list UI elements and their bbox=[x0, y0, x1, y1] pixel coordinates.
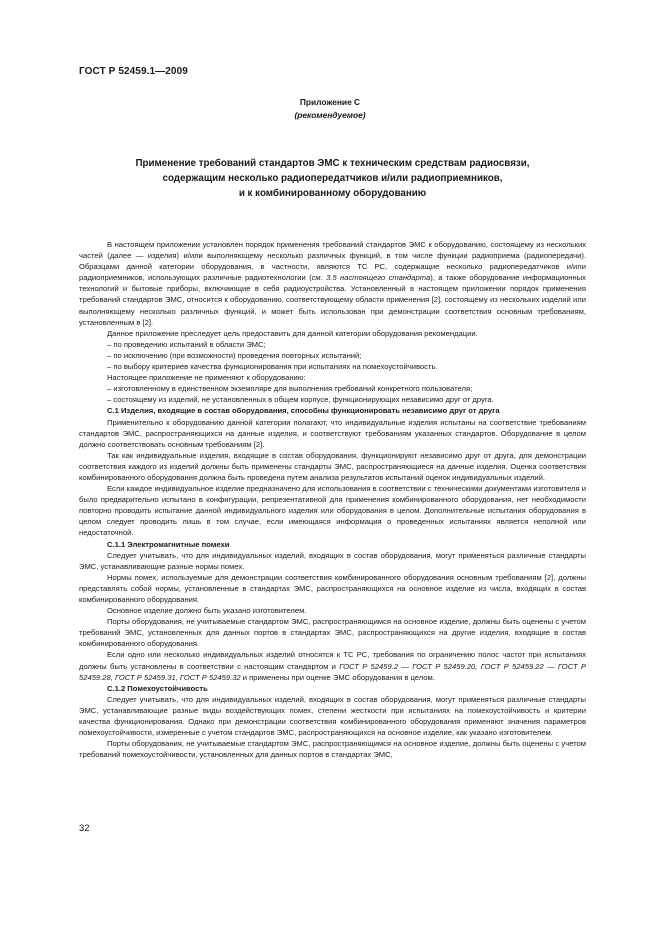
cross-reference: см. 3.5 настоящего стандарта bbox=[311, 273, 431, 283]
subsection-heading: С.1.1 Электромагнитные помехи bbox=[107, 539, 230, 549]
title-line: содержащим несколько радиопередатчиков и/или радиоприемников, bbox=[162, 173, 503, 184]
paragraph: Основное изделие должно быть указано изготовителем. bbox=[107, 606, 307, 616]
paragraph: Следует учитывать, что для индивидуальных изделий, входящих в состав оборудования, могут применяться различные стандарты ЭМС, устанавливающие разные нормы помех. bbox=[79, 550, 586, 571]
title-line: и к комбинированному оборудованию bbox=[238, 188, 427, 199]
appendix-title bbox=[79, 156, 586, 201]
paragraph-text: ), а также оборудование информационных технологий и бытовые приборы, включающие в себя радиоустройства. Установленный в настоящем приложении порядок применения требований стандартов ЭМС, относится к оборудованию, соответствующему области применения [2], состоящему из нескольких изделий или выполняющему несколько различных функций, и может быть использован при демонстрации соответствия основным требованиям, установленным в [2]. bbox=[79, 273, 586, 327]
subsection-heading: С.1.2 Помехоустойчивость bbox=[107, 683, 208, 693]
appendix-status: (рекомендуемое) bbox=[294, 110, 366, 120]
list-item: – изготовленному в единственном экземпляре для выполнения требований конкретного пользователя; bbox=[107, 384, 473, 394]
paragraph: Порты оборудования, не учитываемые стандартом ЭМС, распространяющимся на основное изделие, должны быть оценены с учетом требований помехоустойчивости, установленных для данных портов в стандартах ЭМС, bbox=[79, 739, 586, 760]
paragraph: Настоящее приложение не применяют к оборудованию: bbox=[107, 373, 306, 383]
standards-reference: ГОСТ Р 52459.2 — ГОСТ Р 52459.20, ГОСТ Р 52459.22 — ГОСТ Р 52459.28, ГОСТ Р 52459.31, ГОСТ Р 52459.32 bbox=[79, 661, 586, 682]
appendix-label: Приложение С bbox=[299, 97, 361, 107]
paragraph: Применительно к оборудованию данной категории полагают, что индивидуальные изделия испытаны на соответствие требованиям стандартов ЭМС, распространяющихся на данные изделия, и соответствуют требованиям указанных стандартов. Оборудование в целом должно соответствовать основным требованиям [2]. bbox=[79, 417, 586, 449]
list-item: – по исключению (при возможности) проведения повторных испытаний; bbox=[107, 350, 362, 360]
appendix-heading bbox=[230, 96, 430, 122]
paragraph-text: В настоящем приложении установлен порядок применения требований стандартов ЭМС к оборудованию, состоящему из нескольких частей (далее — изделия) и/или выполняющему несколько различных функций, в том числе функции радиоприема (радиопередачи). Образцами данной категории оборудования, в частности, являются ТС РС, содержащие несколько радиопередатчиков и/или радиоприемников, использующих различные радиотехнологии ( bbox=[79, 240, 586, 283]
paragraph bbox=[79, 649, 586, 682]
section-heading: С.1 Изделия, входящие в состав оборудования, способны функционировать независимо друг от друга bbox=[107, 406, 500, 416]
list-item: – состоящему из изделий, не установленных в общем корпусе, функционирующих независимо друг от друга. bbox=[107, 395, 494, 405]
paragraph bbox=[79, 239, 586, 328]
list-item: – по выбору критериев качества функционирования при испытаниях на помехоустойчивость. bbox=[107, 362, 438, 372]
paragraph: Если каждое индивидуальное изделие предназначено для использования в соответствии с техническими документами изготовителя и было предварительно испытано в конфигурации, репрезентативной для применения комбинированного оборудования, нет необходимости повторно проводить испытание данной индивидуального изделия или оборудования в целом. Дополнительные испытания оборудования в целом следует проводить лишь в том случае, если имеющаяся информация о проведенных испытаниях является неполной или недостаточной. bbox=[79, 484, 586, 538]
paragraph: Так как индивидуальные изделия, входящие в состав оборудования, функционируют независимо друг от друга, для демонстрации соответствия каждого из изделий должны быть применены стандарты ЭМС, распространяющиеся на данные изделия. Оценка соответствия комбинированного оборудования должна быть проведена путем анализа результатов испытаний оценок индивидуальных изделий. bbox=[79, 450, 586, 482]
list-item: – по проведению испытаний в области ЭМС; bbox=[107, 339, 266, 349]
paragraph-text: и применены при оценке ЭМС оборудования в целом. bbox=[240, 672, 435, 682]
title-line: Применение требований стандартов ЭМС к техническим средствам радиосвязи, bbox=[135, 158, 530, 169]
paragraph-text: Если одно или несколько индивидуальных изделий относятся к ТС РС, требования по ограничению полос частот при испытаниях должны быть установлены в соответствии с настоящим стандартом и bbox=[79, 650, 586, 671]
paragraph: Порты оборудования, не учитываемые стандартом ЭМС, распространяющимся на основное изделие, должны быть оценены с учетом требований ЭМС, установленных для данных портов в стандартах ЭМС, распространяющихся на другие изделия, входящие в состав комбинированного оборудования. bbox=[79, 617, 586, 649]
paragraph: Нормы помех, используемые для демонстрации соответствия комбинированного оборудования основным требованиям [2], должны представлять собой нормы, установленные в стандартах ЭМС, распространяющихся на основное изделие из числа, входящих в состав комбинированного оборудования. bbox=[79, 572, 586, 604]
document-code: ГОСТ Р 52459.1—2009 bbox=[79, 66, 188, 77]
paragraph: Данное приложение преследует цель предоставить для данной категории оборудования рекомендации. bbox=[107, 328, 478, 338]
page-number: 32 bbox=[79, 823, 90, 834]
paragraph: Следует учитывать, что для индивидуальных изделий, входящих в состав оборудования, могут применяться различные стандарты ЭМС, устанавливающие разные виды воздействующих помех, степени жесткости при испытаниях на помехоустойчивость и критерии качества функционирования. Однако при демонстрации соответствия комбинированного оборудования применяют значения параметров помехоустойчивости, измеренные с учетом стандартов ЭМС, распространяющихся на основное изделие, как указано изготовителем. bbox=[79, 694, 586, 738]
document-body bbox=[79, 239, 586, 760]
